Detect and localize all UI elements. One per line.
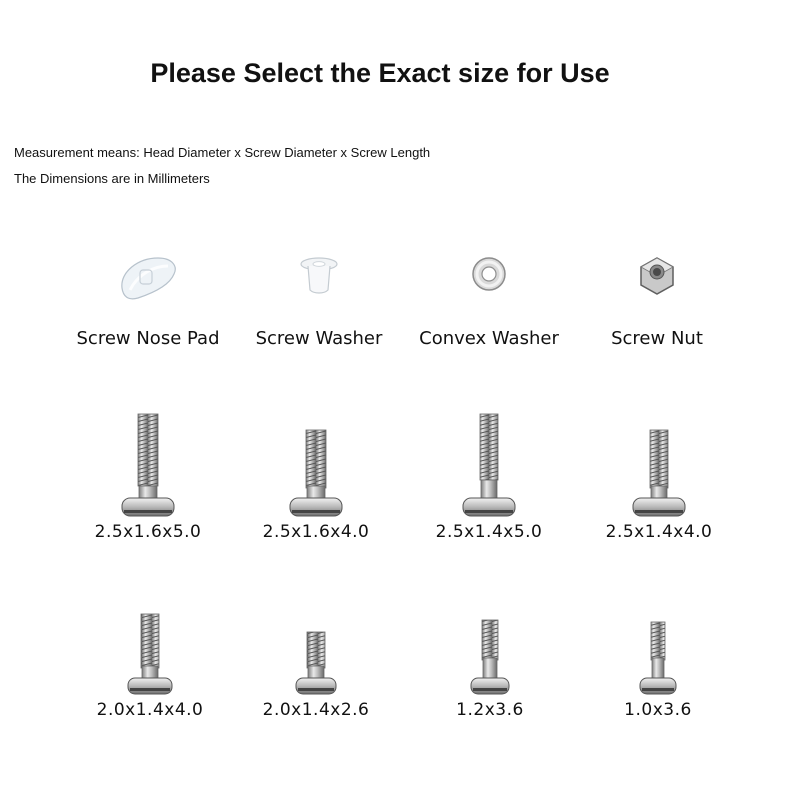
screw-size-label: 2.5x1.4x4.0 <box>605 522 713 542</box>
screw-icon <box>459 410 519 522</box>
screw-row-2 <box>0 610 800 740</box>
accessory-screw-nut <box>567 252 747 362</box>
screw-icon <box>630 610 686 700</box>
screw-icon <box>118 410 178 522</box>
screw-icon <box>629 410 689 522</box>
screw-item <box>231 410 401 542</box>
screw-item <box>63 410 233 542</box>
nose-pad-icon <box>116 252 180 306</box>
screw-icon <box>462 610 518 700</box>
screw-size-label: 2.0x1.4x2.6 <box>262 700 370 720</box>
screw-item <box>65 610 235 720</box>
screw-nut-icon <box>633 252 681 300</box>
accessory-label: Screw Nut <box>611 328 703 349</box>
convex-washer-icon <box>467 252 511 296</box>
screw-item <box>573 610 743 720</box>
screw-row-1 <box>0 410 800 560</box>
accessory-label: Screw Nose Pad <box>76 328 220 349</box>
screw-size-label: 1.0x3.6 <box>624 700 692 720</box>
screw-size-label: 2.5x1.6x4.0 <box>262 522 370 542</box>
accessory-convex-washer <box>399 252 579 362</box>
accessory-nose-pad <box>58 252 238 362</box>
screw-washer-icon <box>294 252 344 300</box>
screw-size-label: 2.5x1.6x5.0 <box>94 522 202 542</box>
accessory-screw-washer <box>229 252 409 362</box>
screw-icon <box>286 410 346 522</box>
screw-size-label: 2.0x1.4x4.0 <box>96 700 204 720</box>
screw-item <box>231 610 401 720</box>
measurement-note: Measurement means: Head Diameter x Screw Diameter x Screw Length <box>14 145 431 160</box>
accessory-label: Convex Washer <box>419 328 559 349</box>
screw-size-label: 2.5x1.4x5.0 <box>435 522 543 542</box>
screw-icon <box>288 610 344 700</box>
accessories-row <box>0 252 800 362</box>
screw-icon <box>122 610 178 700</box>
screw-item <box>405 610 575 720</box>
screw-size-label: 1.2x3.6 <box>456 700 524 720</box>
accessory-label: Screw Washer <box>255 328 383 349</box>
page-title: Please Select the Exact size for Use <box>150 58 610 88</box>
units-note: The Dimensions are in Millimeters <box>14 171 210 186</box>
screw-item <box>404 410 574 542</box>
screw-item <box>574 410 744 542</box>
